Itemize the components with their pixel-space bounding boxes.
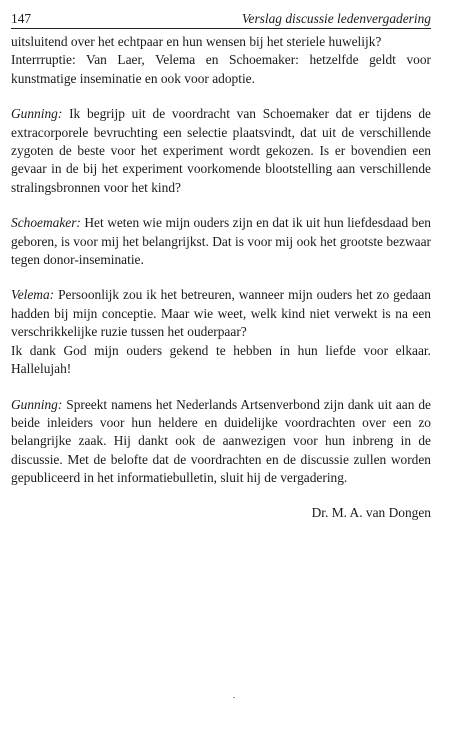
author-signature: Dr. M. A. van Dongen xyxy=(311,504,431,520)
paragraph-text: Ik dank God mijn ouders gekend te hebben in hun liefde voor elkaar. Hallelujah! xyxy=(11,342,431,377)
article-body xyxy=(11,33,431,488)
page-number: 147 xyxy=(11,11,32,26)
paragraph-text: uitsluitend over het echtpaar en hun wensen bij het steriele huwelijk? xyxy=(11,34,382,49)
speaker-name: Schoemaker: xyxy=(11,215,81,231)
speaker-name: Gunning: xyxy=(11,396,63,412)
paragraph-text: Spreekt namens het Nederlands Artsenverbond zijn dank uit aan de beide inleiders voor hun heldere en duidelijke voordrachten over een zo belangrijke zaak. Hij dankt ook de aanwezigen voor hun inbreng in de discussie. Met de belofte dat de voordrachten en de discussie zullen worden gepubliceerd in het informatiebulletin, sluit hij de vergadering. xyxy=(11,396,431,486)
speaker-name: Velema: xyxy=(11,287,55,303)
paragraph-gunning-closing xyxy=(11,396,431,488)
paragraph-continuation xyxy=(11,33,431,51)
paragraph-velema-continued xyxy=(11,342,431,379)
print-speck xyxy=(233,697,235,698)
paragraph-text: Persoonlijk zou ik het betreuren, wanneer mijn ouders het zo gedaan hadden bij mijn conceptie. Maar wie weet, welk kind niet verwekt is na een verschrikkelijke ruzie tussen het ouderpaar? xyxy=(11,287,431,340)
paragraph-text: Interrruptie: Van Laer, Velema en Schoemaker: hetzelfde geldt voor kunstmatige inseminatie en ook voor adoptie. xyxy=(11,52,431,86)
paragraph-interruption xyxy=(11,51,431,88)
paragraph-text: Ik begrijp uit de voordracht van Schoemaker dat er tijdens de extracorporele bevruchting een selectie plaatsvindt, dat uit de verschillende zygoten de beste voor het experiment wordt gekozen. Is er bovendien een gevaar in de bij het experiment voorkomende blootstelling aan verschillende stralingsbronnen voor het kind? xyxy=(11,106,431,195)
paragraph-velema xyxy=(11,286,431,341)
running-title: Verslag discussie ledenvergadering xyxy=(241,11,431,26)
speaker-name: Gunning: xyxy=(11,106,63,122)
paragraph-gunning-question xyxy=(11,105,431,197)
paragraph-schoemaker xyxy=(11,214,431,269)
document-page xyxy=(11,8,431,521)
paragraph-text: Het weten wie mijn ouders zijn en dat ik uit hun liefdesdaad ben geboren, is voor mij het belangrijkst. Dat is voor mij ook het grootste bezwaar tegen donor-inseminatie. xyxy=(11,215,431,268)
page-header xyxy=(11,8,431,29)
